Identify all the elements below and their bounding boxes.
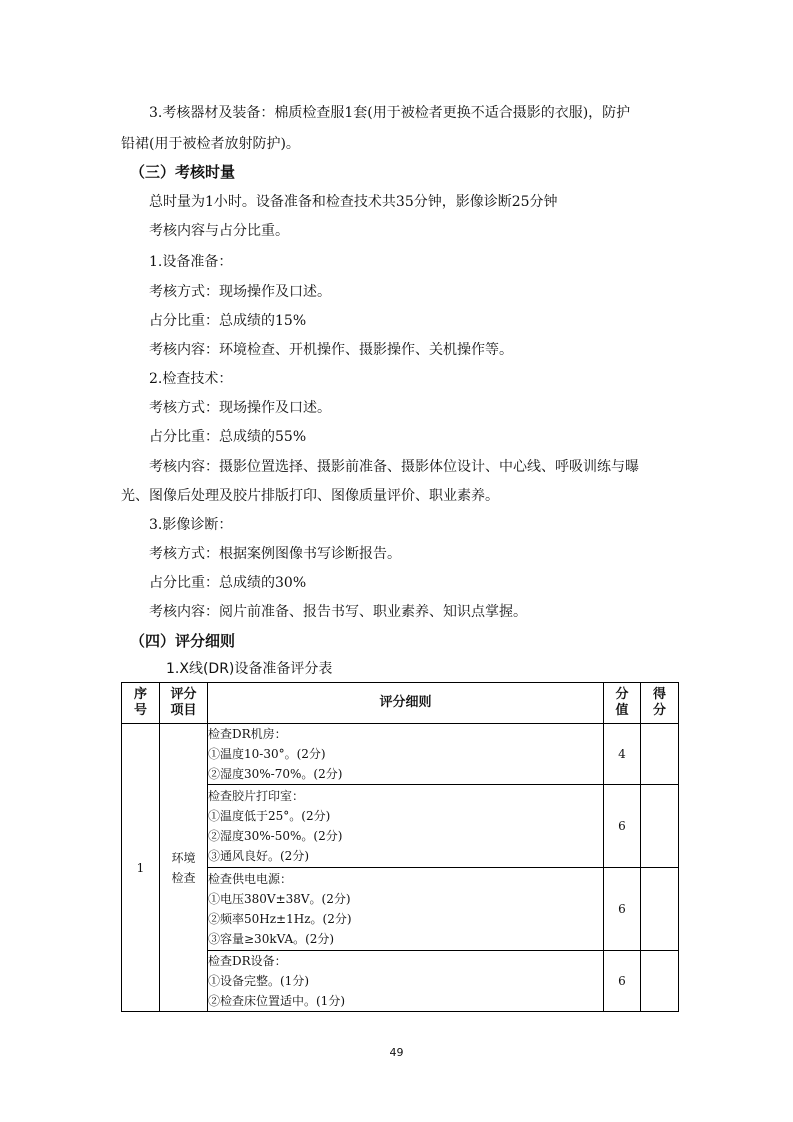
got-cell[interactable] xyxy=(641,868,679,951)
section-1-ratio: 占分比重：总成绩的15% xyxy=(149,313,307,329)
detail-line: ③通风良好。(2分) xyxy=(208,849,309,863)
section-3-title: （三）考核时量 xyxy=(130,163,236,181)
detail-line: 检查DR机房： xyxy=(208,727,287,741)
detail-line: ②湿度30%-50%。(2分) xyxy=(208,829,343,843)
header-score-line-1: 分 xyxy=(615,687,629,702)
header-item-line-1: 评分 xyxy=(170,687,197,702)
section-2-method: 考核方式：现场操作及口述。 xyxy=(149,400,331,416)
header-serial-no-line-2: 号 xyxy=(133,703,147,718)
detail-line: ①电压380V±38V。(2分) xyxy=(208,892,351,906)
section-1-content: 考核内容：环境检查、开机操作、摄影操作、关机操作等。 xyxy=(149,342,513,358)
page-number: 49 xyxy=(389,1046,404,1059)
header-got-line-1: 得 xyxy=(652,687,666,702)
header-serial-no-line-1: 序 xyxy=(133,687,147,702)
total-time-text: 总时量为1小时。设备准备和检查技术共35分钟，影像诊断25分钟 xyxy=(149,194,558,210)
section-3-method: 考核方式：根据案例图像书写诊断报告。 xyxy=(149,546,401,562)
detail-line: ③容量≥30kVA。(2分) xyxy=(208,932,335,946)
detail-line: 检查供电电源： xyxy=(208,872,293,886)
score-cell: 6 xyxy=(604,785,641,868)
header-serial-no xyxy=(122,683,160,724)
equipment-line-1: 3.考核器材及装备：棉质检查服1套(用于被检者更换不适合摄影的衣服)，防护 xyxy=(149,105,631,121)
header-score-line-2: 值 xyxy=(615,703,629,718)
section-2-content-line-2: 光、图像后处理及胶片排版打印、图像质量评价、职业素养。 xyxy=(121,488,499,504)
row-item-line-1: 环境 xyxy=(171,850,196,865)
section-1-title: 1.设备准备： xyxy=(149,254,233,270)
section-3-sub-title: 3.影像诊断： xyxy=(149,517,233,533)
detail-line: ①温度10-30°。(2分) xyxy=(208,747,326,761)
detail-cell xyxy=(208,868,604,951)
detail-cell xyxy=(208,951,604,1012)
row-item-line-2: 检查 xyxy=(171,870,196,885)
section-2-content-line-1: 考核内容：摄影位置选择、摄影前准备、摄影体位设计、中心线、呼吸训练与曝 xyxy=(149,459,639,475)
got-cell[interactable] xyxy=(641,785,679,868)
content-ratio-text: 考核内容与占分比重。 xyxy=(149,223,289,239)
score-cell: 6 xyxy=(604,951,641,1012)
header-item xyxy=(160,683,208,724)
detail-line: ①温度低于25°。(2分) xyxy=(208,809,331,823)
detail-cell xyxy=(208,724,604,785)
row-item xyxy=(160,724,208,1012)
section-4-title: （四）评分细则 xyxy=(130,632,236,650)
section-3-ratio: 占分比重：总成绩的30% xyxy=(149,575,307,591)
header-item-line-2: 项目 xyxy=(170,703,197,718)
row-serial-no: 1 xyxy=(122,724,160,1012)
got-cell[interactable] xyxy=(641,951,679,1012)
header-score xyxy=(604,683,641,724)
scoring-table xyxy=(121,682,679,1012)
header-got xyxy=(641,683,679,724)
table-caption: 1.X线(DR)设备准备评分表 xyxy=(166,661,333,677)
detail-line: ②湿度30%-70%。(2分) xyxy=(208,767,343,781)
detail-line: ②频率50Hz±1Hz。(2分) xyxy=(208,912,352,926)
equipment-line-2: 铅裙(用于被检者放射防护)。 xyxy=(121,136,300,152)
score-cell: 6 xyxy=(604,868,641,951)
table-header-row xyxy=(122,683,679,724)
detail-line: ①设备完整。(1分) xyxy=(208,974,309,988)
section-1-method: 考核方式：现场操作及口述。 xyxy=(149,284,331,300)
section-2-title: 2.检查技术： xyxy=(149,371,233,387)
section-2-ratio: 占分比重：总成绩的55% xyxy=(149,429,307,445)
got-cell[interactable] xyxy=(641,724,679,785)
detail-line: ②检查床位置适中。(1分) xyxy=(208,994,345,1008)
header-detail: 评分细则 xyxy=(208,683,604,724)
detail-cell xyxy=(208,785,604,868)
detail-line: 检查胶片打印室： xyxy=(208,789,305,803)
score-cell: 4 xyxy=(604,724,641,785)
section-3-content: 考核内容：阅片前准备、报告书写、职业素养、知识点掌握。 xyxy=(149,604,527,620)
detail-line: 检查DR设备： xyxy=(208,954,287,968)
table-row xyxy=(122,724,679,785)
header-got-line-2: 分 xyxy=(652,703,666,718)
